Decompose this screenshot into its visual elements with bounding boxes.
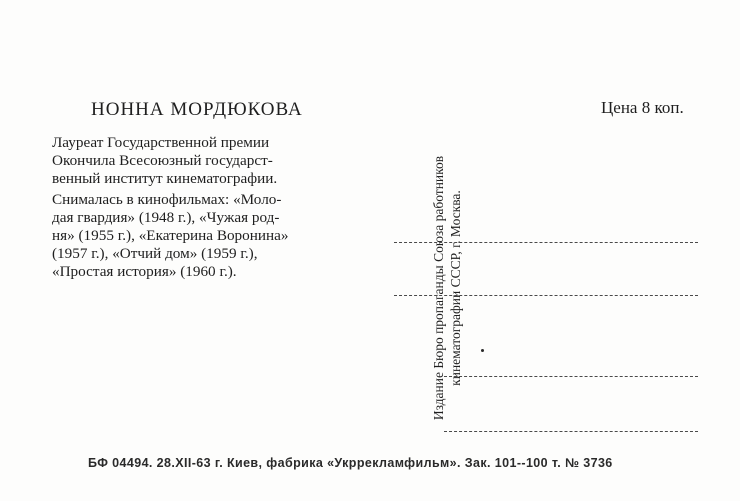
address-line: [444, 376, 698, 377]
address-line: [394, 242, 698, 243]
bio-line: Снималась в кинофильмах: «Моло-: [52, 191, 282, 209]
bio-line: ня» (1955 г.), «Екатерина Воронина»: [52, 226, 289, 244]
bio-line: Окончила Всесоюзный государст-: [52, 151, 273, 169]
printing-imprint: БФ 04494. 28.XII-63 г. Киев, фабрика «Укррекламфильм». Зак. 101--100 т. № 3736: [88, 456, 613, 470]
bio-line: венный институт кинематографии.: [52, 169, 278, 187]
price-label: Цена 8 коп.: [601, 98, 684, 117]
bio-line: «Простая история» (1960 г.).: [52, 262, 237, 280]
actress-name: НОННА МОРДЮКОВА: [91, 99, 303, 120]
address-line: [444, 431, 698, 432]
publisher-note: [430, 138, 470, 438]
bio-line: дая гвардия» (1948 г.), «Чужая род-: [52, 209, 280, 227]
publisher-line: Издание Бюро пропаганды Союза работников: [431, 155, 446, 421]
publisher-line: кинематографии СССР, г. Москва.: [448, 190, 463, 386]
ink-dot: [481, 349, 484, 352]
biography-text: [52, 134, 352, 280]
bio-line: (1957 г.), «Отчий дом» (1959 г.),: [52, 244, 258, 262]
bio-line: Лауреат Государственной премии: [52, 134, 270, 151]
address-line: [394, 295, 698, 296]
